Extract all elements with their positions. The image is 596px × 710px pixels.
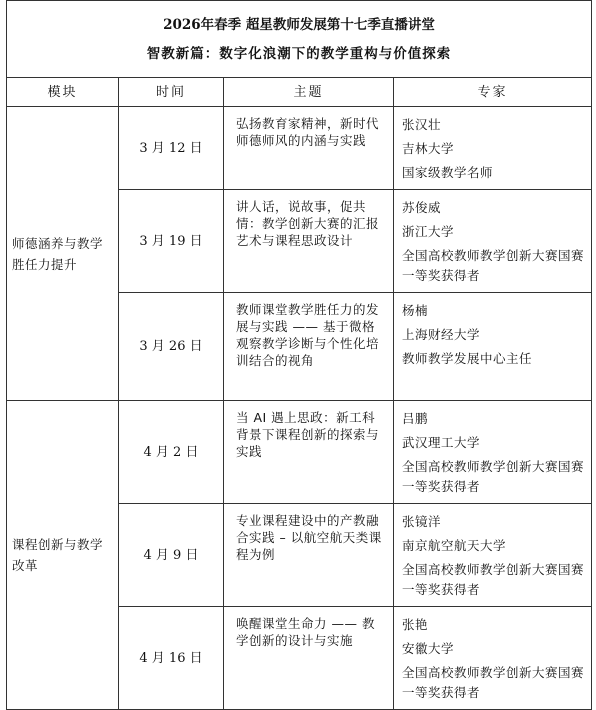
- expert-name: 苏俊威: [402, 200, 442, 215]
- page-subtitle: 智教新篇：数字化浪潮下的教学重构与价值探索: [146, 45, 452, 62]
- session-topic: 讲人话，说故事，促共情：教学创新大赛的汇报艺术与课程思政设计: [224, 190, 394, 293]
- expert-title: 全国高校教师教学创新大赛国赛一等奖获得者: [402, 248, 585, 283]
- session-expert: [394, 107, 592, 190]
- module-cell-2: 课程创新与教学改革: [7, 401, 119, 710]
- expert-org: 安徽大学: [402, 641, 455, 656]
- title-block: [7, 1, 592, 78]
- schedule-sheet: [6, 0, 591, 710]
- expert-name: 张汉壮: [402, 117, 442, 132]
- session-topic: 当 AI 遇上思政：新工科背景下课程创新的探索与实践: [224, 401, 394, 504]
- expert-name: 张镜洋: [402, 514, 442, 529]
- session-date: 4 月 16 日: [119, 607, 224, 710]
- session-expert: [394, 293, 592, 401]
- expert-title: 全国高校教师教学创新大赛国赛一等奖获得者: [402, 459, 585, 494]
- expert-name: 张艳: [402, 617, 429, 632]
- session-expert: [394, 607, 592, 710]
- expert-name: 杨楠: [402, 303, 429, 318]
- session-topic: 弘扬教育家精神，新时代师德师风的内涵与实践: [224, 107, 394, 190]
- expert-org: 上海财经大学: [402, 327, 481, 342]
- expert-org: 浙江大学: [402, 224, 455, 239]
- title-row: [7, 1, 592, 78]
- header-time: 时间: [119, 78, 224, 107]
- session-topic: 教师课堂教学胜任力的发展与实践 —— 基于微格观察教学诊断与个性化培训结合的视角: [224, 293, 394, 401]
- expert-title: 教师教学发展中心主任: [402, 351, 533, 366]
- page-title: 2026年春季 超星教师发展第十七季直播讲堂: [163, 16, 435, 33]
- session-topic: 唤醒课堂生命力 —— 教学创新的设计与实施: [224, 607, 394, 710]
- session-date: 3 月 26 日: [119, 293, 224, 401]
- session-date: 4 月 2 日: [119, 401, 224, 504]
- expert-org: 吉林大学: [402, 141, 455, 156]
- header-expert: 专家: [394, 78, 592, 107]
- session-date: 3 月 19 日: [119, 190, 224, 293]
- header-module: 模块: [7, 78, 119, 107]
- expert-title: 国家级教学名师: [402, 165, 494, 180]
- expert-org: 武汉理工大学: [402, 435, 481, 450]
- expert-org: 南京航空航天大学: [402, 538, 507, 553]
- table-row: [7, 107, 592, 190]
- session-topic: 专业课程建设中的产教融合实践 – 以航空航天类课程为例: [224, 504, 394, 607]
- expert-name: 吕鹏: [402, 411, 429, 426]
- header-row: [7, 78, 592, 107]
- table-row: [7, 401, 592, 504]
- session-date: 4 月 9 日: [119, 504, 224, 607]
- expert-title: 全国高校教师教学创新大赛国赛一等奖获得者: [402, 562, 585, 597]
- expert-title: 全国高校教师教学创新大赛国赛一等奖获得者: [402, 665, 585, 700]
- session-expert: [394, 190, 592, 293]
- session-expert: [394, 401, 592, 504]
- header-topic: 主题: [224, 78, 394, 107]
- module-cell-1: 师德涵养与教学胜任力提升: [7, 107, 119, 401]
- schedule-table: [6, 0, 592, 710]
- session-expert: [394, 504, 592, 607]
- session-date: 3 月 12 日: [119, 107, 224, 190]
